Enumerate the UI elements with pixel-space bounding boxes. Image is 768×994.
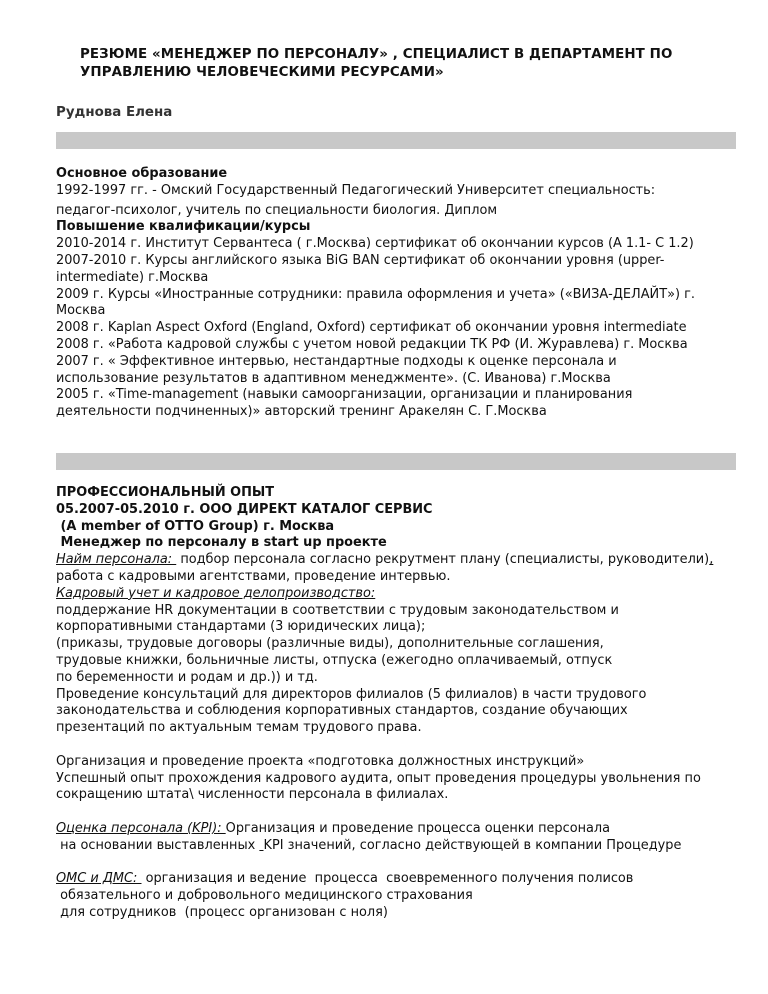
course-line: 2008 г. «Работа кадровой службы с учетом новой редакции ТК РФ (И. Журавлева) г. Москва [56, 336, 688, 352]
kpi-line-2 [56, 838, 746, 855]
company-group-line: (A member of OTTO Group) г. Москва [56, 518, 335, 534]
med-label: ОМС и ДМС: [56, 871, 142, 887]
records-line: презентаций по актуальным темам трудового права. [56, 720, 422, 736]
records-line: законодательства и соблюдения корпоративных стандартов, создание обучающих [56, 703, 628, 719]
records-line: поддержание HR документации в соответствии с трудовым законодательством и [56, 602, 619, 618]
course-line: 2009 г. Курсы «Иностранные сотрудники: правила оформления и учета» («ВИЗА-ДЕЛАЙТ») г. [56, 286, 695, 302]
course-line: 2007 г. « Эффективное интервью, нестандартные подходы к оценке персонала и [56, 353, 617, 369]
course-line: 2010-2014 г. Институт Сервантеса ( г.Москва) сертификат об окончании курсов (А 1.1- С 1.2) [56, 236, 694, 252]
candidate-name: Руднова Елена [56, 105, 173, 120]
position-title: Менеджер по персоналу в start up проекте [56, 535, 387, 551]
project-line: Успешный опыт прохождения кадрового аудита, опыт проведения процедуры увольнения по [56, 770, 701, 786]
experience-heading: ПРОФЕССИОНАЛЬНЫЙ ОПЫТ [56, 485, 275, 500]
course-line: деятельности подчиненных)» авторский тренинг Аракелян С. Г.Москва [56, 404, 547, 420]
kpi-label: Оценка персонала (KPI): [56, 820, 226, 836]
hire-label: Найм персонала: [56, 552, 177, 568]
resume-title [80, 46, 740, 82]
med-line: обязательного и добровольного медицинского страхования [56, 888, 473, 904]
education-heading: Основное образование [56, 166, 228, 181]
experience-section [56, 485, 746, 922]
section-divider-experience [56, 453, 736, 470]
project-line: сокращению штата\ численности персонала в филиалах. [56, 787, 449, 803]
project-line: Организация и проведение проекта «подготовка должностных инструкций» [56, 753, 585, 769]
education-line: педагог-психолог, учитель по специальности биология. Диплом [56, 202, 498, 218]
kpi-text: Организация и проведение процесса оценки персонала [225, 820, 611, 836]
records-line: корпоративными стандартами (3 юридических лица); [56, 619, 426, 635]
title-line-1: РЕЗЮМЕ «МЕНЕДЖЕР ПО ПЕРСОНАЛУ» , СПЕЦИАЛИСТ В ДЕПАРТАМЕНТ ПО [80, 47, 673, 62]
education-line: 1992-1997 гг. - Омский Государственный Педагогический Университет специальность: [56, 182, 656, 198]
hire-text: подбор персонала согласно рекрутмент плану (специалисты, руководители) [176, 552, 710, 568]
course-line: 2008 г. Kaplan Aspect Oxford (England, Oxford) сертификат об окончании уровня intermediate [56, 320, 687, 336]
courses-heading: Повышение квалификации/курсы [56, 219, 311, 235]
hire-paragraph [56, 552, 746, 569]
title-line-2: УПРАВЛЕНИЮ ЧЕЛОВЕЧЕСКИМИ РЕСУРСАМИ» [80, 65, 444, 80]
records-line: трудовые книжки, больничные листы, отпуска (ежегодно оплачиваемый, отпуск [56, 652, 613, 668]
kpi-line-2b: KPI значений, согласно действующей в компании Процедуре [263, 837, 682, 853]
course-line: intermediate) г.Москва [56, 269, 209, 285]
med-line: для сотрудников (процесс организован с ноля) [56, 904, 388, 920]
records-line: Проведение консультаций для директоров филиалов (5 филиалов) в части трудового [56, 686, 647, 702]
hire-comma: , [709, 552, 714, 568]
course-line: 2005 г. «Time-management (навыки самоорганизации, организации и планирования [56, 387, 633, 403]
records-line: по беременности и родам и др.)) и тд. [56, 669, 318, 685]
course-line: Москва [56, 303, 106, 319]
education-section [56, 166, 746, 421]
med-paragraph [56, 871, 746, 888]
section-divider-education [56, 132, 736, 149]
kpi-paragraph [56, 821, 746, 838]
course-line: использование результатов в адаптивном менеджменте». (С. Иванова) г.Москва [56, 370, 611, 386]
records-label: Кадровый учет и кадровое делопроизводство: [56, 585, 376, 601]
hire-line-2: работа с кадровыми агентствами, проведение интервью. [56, 568, 451, 584]
med-text: организация и ведение процесса своевременного получения полисов [141, 871, 634, 887]
company-line: 05.2007-05.2010 г. ООО ДИРЕКТ КАТАЛОГ СЕРВИС [56, 501, 433, 517]
course-line: 2007-2010 г. Курсы английского языка BiG BAN сертификат об окончании уровня (upper- [56, 252, 665, 268]
records-line: (приказы, трудовые договоры (различные виды), дополнительные соглашения, [56, 636, 604, 652]
kpi-line-2a: на основании выставленных [56, 837, 260, 853]
